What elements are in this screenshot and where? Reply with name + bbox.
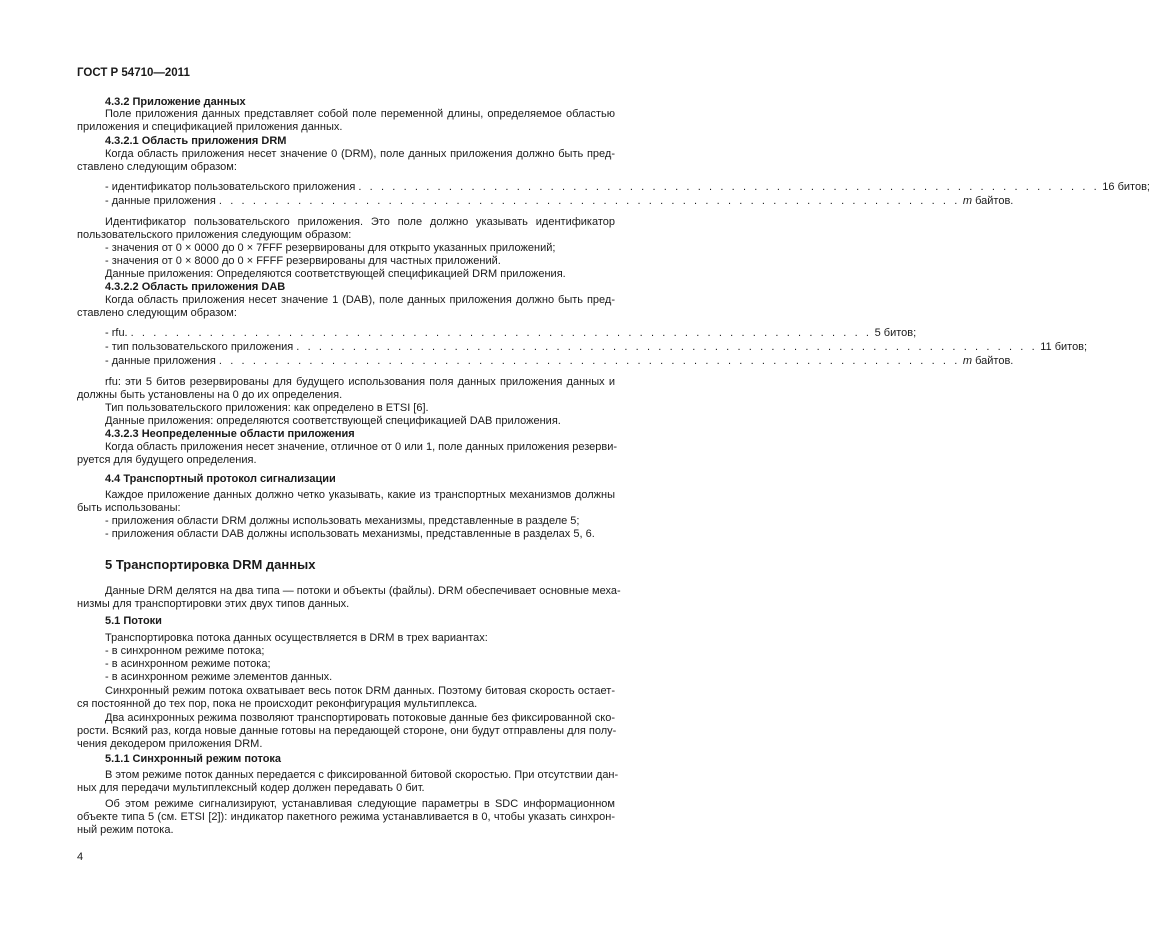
paragraph: Об этом режиме сигнализируют, устанавливая следующие параметры в SDC информационном (105, 798, 615, 810)
leader-dots: . . . . . . . . . . . . . . . . . . . . . . . . . . . . . . . . . . . . . . . . . . . . . . . . . . . . . . . . . . . . . . . . . . (296, 341, 1038, 353)
paragraph: пользовательского приложения следующим образом: (77, 229, 352, 241)
field-label: - данные приложения (105, 355, 216, 367)
paragraph: Данные DRM делятся на два типа — потоки и объекты (файлы). DRM обеспечивает основные меха- (105, 585, 621, 597)
paragraph: ных для передачи мультиплексный кодер должен передавать 0 бит. (77, 782, 425, 794)
page-number: 4 (77, 851, 84, 863)
field-label: - тип пользовательского приложения (105, 341, 294, 353)
field-row (105, 195, 1014, 208)
paragraph: должны быть установлены на 0 до их определения. (77, 389, 343, 401)
leader-dots: . . . . . . . . . . . . . . . . . . . . . . . . . . . . . . . . . . . . . . . . . . . . . . . . . . . . . . . . . . . . . . . . . . (218, 195, 960, 207)
paragraph: Поле приложения данных представляет собой поле переменной длины, определяемое областью (105, 108, 615, 120)
paragraph: низмы для транспортировки этих двух типов данных. (77, 598, 350, 610)
paragraph: ставлено следующим образом: (77, 161, 237, 173)
list-item: - приложения области DRM должны использовать механизмы, представленные в разделе 5; (105, 515, 580, 527)
list-item: - значения от 0 × 0000 до 0 × 7FFF резервированы для открыто указанных приложений; (105, 242, 556, 254)
paragraph: руется для будущего определения. (77, 454, 257, 466)
field-row (105, 327, 917, 340)
list-item: - в асинхронном режиме потока; (105, 658, 271, 670)
section-4-3-2-1-title: 4.3.2.1 Область приложения DRM (105, 135, 287, 147)
list-item: - в синхронном режиме потока; (105, 645, 265, 657)
field-row (105, 341, 1088, 354)
list-item: - в асинхронном режиме элементов данных. (105, 671, 333, 683)
document-header: ГОСТ Р 54710—2011 (77, 67, 190, 79)
paragraph: приложения и спецификацией приложения данных. (77, 121, 343, 133)
section-4-4-title: 4.4 Транспортный протокол сигнализации (105, 473, 336, 485)
field-value: m байтов. (962, 195, 1014, 207)
paragraph: Данные приложения: Определяются соответствующей спецификацией DRM приложения. (105, 268, 566, 280)
field-value: 11 битов; (1040, 341, 1088, 353)
field-value: 5 битов; (874, 327, 917, 339)
paragraph: Когда область приложения несет значение, отличное от 0 или 1, поле данных приложения резерви- (105, 441, 618, 453)
leader-dots: . . . . . . . . . . . . . . . . . . . . . . . . . . . . . . . . . . . . . . . . . . . . . . . . . . . . . . . . . . . . . . . . . . (130, 327, 872, 339)
paragraph: ставлено следующим образом: (77, 307, 237, 319)
section-4-3-2-2-title: 4.3.2.2 Область приложения DAB (105, 281, 286, 293)
paragraph: Когда область приложения несет значение 0 (DRM), поле данных приложения должно быть пред- (105, 148, 615, 160)
paragraph: чения декодером приложения DRM. (77, 738, 263, 750)
leader-dots: . . . . . . . . . . . . . . . . . . . . . . . . . . . . . . . . . . . . . . . . . . . . . . . . . . . . . . . . . . . . . . . . . . (218, 355, 960, 367)
field-row (105, 355, 1014, 368)
section-5-title: 5 Транспортировка DRM данных (105, 557, 316, 572)
paragraph: Идентификатор пользовательского приложения. Это поле должно указывать идентификатор (105, 216, 615, 228)
field-value: m байтов. (962, 355, 1014, 367)
paragraph: Два асинхронных режима позволяют транспортировать потоковые данные без фиксированной ско- (105, 712, 615, 724)
field-row (105, 181, 1150, 194)
paragraph: ся постоянной до тех пор, пока не происходит реконфигурация мультиплекса. (77, 698, 478, 710)
paragraph: ный режим потока. (77, 824, 174, 836)
paragraph: Когда область приложения несет значение 1 (DAB), поле данных приложения должно быть пред- (105, 294, 615, 306)
paragraph: Транспортировка потока данных осуществляется в DRM в трех вариантах: (105, 632, 488, 644)
leader-dots: . . . . . . . . . . . . . . . . . . . . . . . . . . . . . . . . . . . . . . . . . . . . . . . . . . . . . . . . . . . . . . . . . . (358, 181, 1100, 193)
field-label: - данные приложения (105, 195, 216, 207)
field-label: - идентификатор пользовательского приложения (105, 181, 356, 193)
paragraph: Данные приложения: определяются соответствующей спецификацией DAB приложения. (105, 415, 561, 427)
field-value: 16 битов; (1102, 181, 1150, 193)
section-4-3-2-3-title: 4.3.2.3 Неопределенные области приложения (105, 428, 355, 440)
section-5-1-1-title: 5.1.1 Синхронный режим потока (105, 753, 282, 765)
paragraph: Синхронный режим потока охватывает весь поток DRM данных. Поэтому битовая скорость остает- (105, 685, 615, 697)
paragraph: rfu: эти 5 битов резервированы для будущего использования поля данных приложения данных и (105, 376, 615, 388)
paragraph: объекте типа 5 (см. ETSI [2]): индикатор пакетного режима устанавливается в 0, чтобы указать синхрон- (77, 811, 615, 823)
paragraph: рости. Всякий раз, когда новые данные готовы на передающей стороне, они будут отправлены для полу- (77, 725, 617, 737)
paragraph: Тип пользовательского приложения: как определено в ETSI [6]. (105, 402, 429, 414)
paragraph: В этом режиме поток данных передается с фиксированной битовой скоростью. При отсутствии дан- (105, 769, 619, 781)
section-5-1-title: 5.1 Потоки (105, 615, 162, 627)
field-label: - rfu. (105, 327, 128, 339)
list-item: - значения от 0 × 8000 до 0 × FFFF резервированы для частных приложений. (105, 255, 501, 267)
paragraph: быть использованы: (77, 502, 181, 514)
section-4-3-2-title: 4.3.2 Приложение данных (105, 96, 246, 108)
paragraph: Каждое приложение данных должно четко указывать, какие из транспортных механизмов должны (105, 489, 615, 501)
list-item: - приложения области DAB должны использовать механизмы, представленные в разделах 5, 6. (105, 528, 595, 540)
